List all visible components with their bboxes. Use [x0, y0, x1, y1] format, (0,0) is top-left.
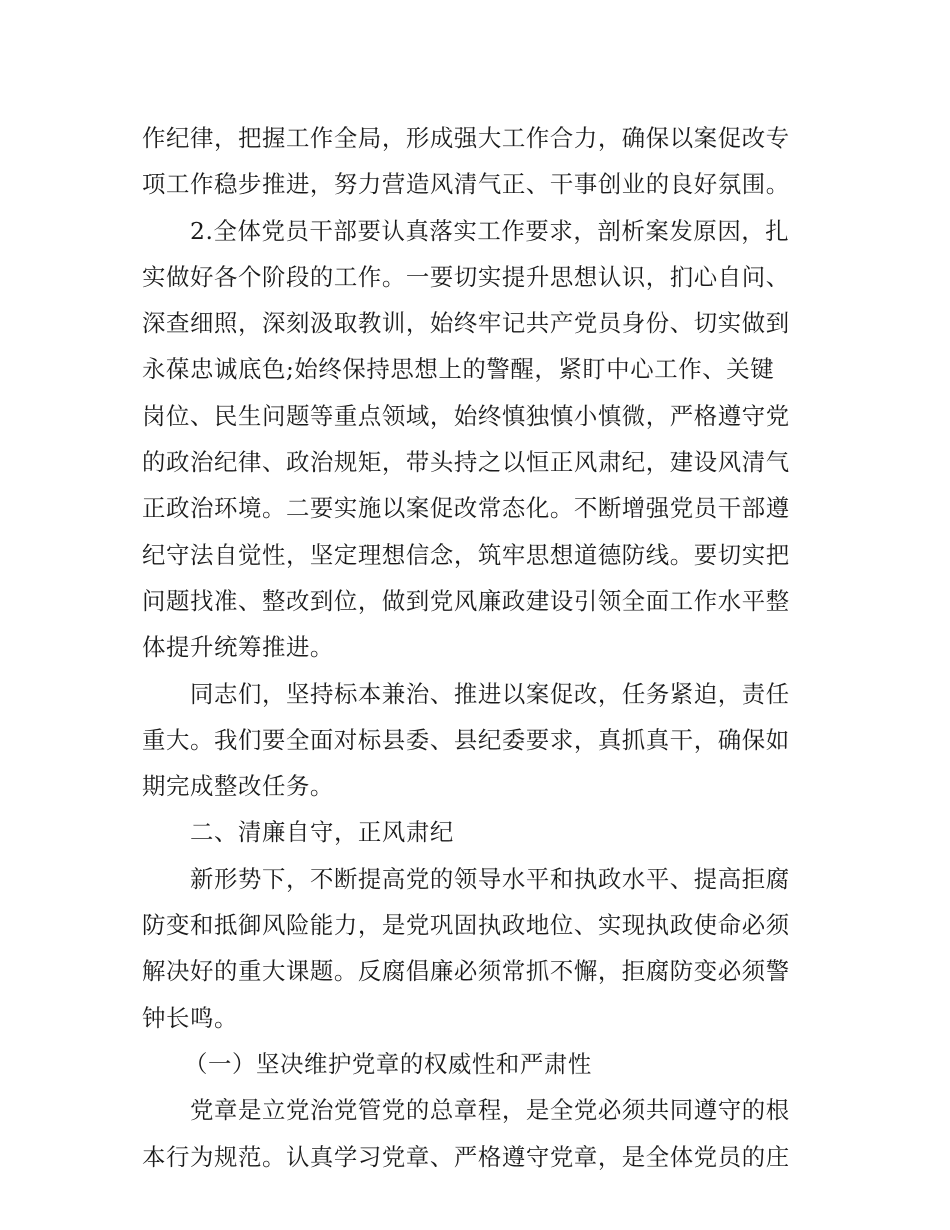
text-line: 的政治纪律、政治规矩，带头持之以恒正风肃纪，建设风清气 [142, 448, 790, 477]
text-line: 纪守法自觉性，坚定理想信念，筑牢思想道德防线。要切实把 [142, 540, 790, 569]
text-line: 重大。我们要全面对标县委、县纪委要求，真抓真干，确保如 [142, 725, 790, 754]
text-line: 体提升统筹推进。 [142, 633, 334, 662]
text-line: 正政治环境。二要实施以案促改常态化。不断增强党员干部遵 [142, 494, 790, 523]
text-line: 本行为规范。认真学习党章、严格遵守党章，是全体党员的庄 [142, 1142, 790, 1171]
text-line: 项工作稳步推进，努力营造风清气正、干事创业的良好氛围。 [142, 170, 790, 199]
text-line: 期完成整改任务。 [142, 772, 334, 801]
text-line: 岗位、民生问题等重点领域，始终慎独慎小慎微，严格遵守党 [142, 401, 790, 430]
text-line: 问题找准、整改到位，做到党风廉政建设引领全面工作水平整 [142, 586, 790, 615]
text-line: 防变和抵御风险能力，是党巩固执政地位、实现执政使命必须 [142, 911, 790, 940]
text-line: 党章是立党治党管党的总章程，是全党必须共同遵守的根 [190, 1096, 790, 1125]
text-line: 新形势下，不断提高党的领导水平和执政水平、提高拒腐 [190, 864, 790, 893]
subsection-heading: （一）坚决维护党章的权威性和严肃性 [184, 1049, 592, 1078]
text-line: 永葆忠诚底色;始终保持思想上的警醒，紧盯中心工作、关键 [142, 355, 775, 384]
section-heading: 二、清廉自守，正风肃纪 [190, 818, 454, 847]
text-line: 钟长鸣。 [142, 1003, 238, 1032]
text-line: 作纪律，把握工作全局，形成强大工作合力，确保以案促改专 [142, 124, 790, 152]
text-line: 解决好的重大课题。反腐倡廉必须常抓不懈，拒腐防变必须警 [142, 957, 790, 986]
document-body [142, 115, 814, 1180]
text-line: 2.全体党员干部要认真落实工作要求，剖析案发原因，扎 [190, 216, 790, 245]
text-line: 深查细照，深刻汲取教训，始终牢记共产党员身份、切实做到 [142, 309, 790, 338]
text-line: 同志们，坚持标本兼治、推进以案促改，任务紧迫，责任 [190, 679, 790, 708]
text-line: 实做好各个阶段的工作。一要切实提升思想认识，扪心自问、 [142, 262, 790, 291]
